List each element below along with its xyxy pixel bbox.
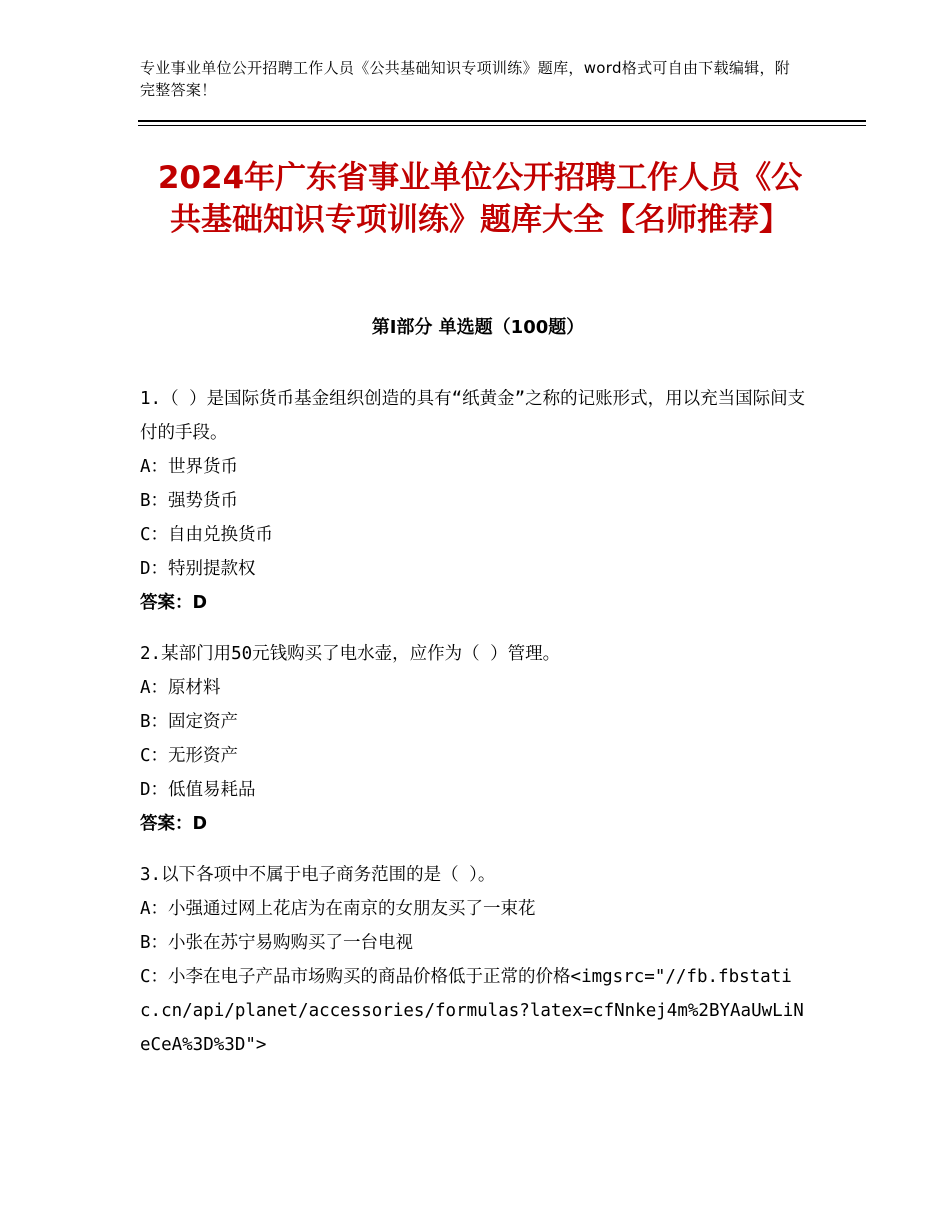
answer: 答案：D [140,593,208,613]
question-2 [140,637,810,841]
option-a: A：原材料 [140,678,221,698]
question-3 [140,858,810,1062]
question-stem: 2.某部门用50元钱购买了电水壶，应作为（ ）管理。 [140,644,561,664]
question-stem: 3.以下各项中不属于电子商务范围的是（ ）。 [140,865,496,885]
header-divider-thin [138,125,866,126]
option-c: C：无形资产 [140,746,239,766]
option-c: C：小李在电子产品市场购买的商品价格低于正常的价格<imgsrc="//fb.fbstatic.cn/api/planet/accessories/formulas?latex=cfNnkej4m%2BYAaUwLiNeCeA%3D%3D"> [140,967,804,1055]
option-b: B：固定资产 [140,712,239,732]
question-1 [140,382,810,620]
header-divider-thick [138,120,866,122]
question-stem: 1.（ ）是国际货币基金组织创造的具有“纸黄金”之称的记账形式，用以充当国际间支付的手段。 [140,389,806,443]
section-title: 第Ⅰ部分 单选题（100题） [371,317,585,338]
option-a: A：小强通过网上花店为在南京的女朋友买了一束花 [140,899,536,919]
option-d: D：低值易耗品 [140,780,256,800]
header-note: 专业事业单位公开招聘工作人员《公共基础知识专项训练》题库，word格式可自由下载编辑，附完整答案！ [140,59,791,99]
option-b: B：小张在苏宁易购购买了一台电视 [140,933,414,953]
question-list [140,382,810,1079]
option-c: C：自由兑换货币 [140,525,274,545]
option-d: D：特别提款权 [140,559,256,579]
answer: 答案：D [140,814,208,834]
option-b: B：强势货币 [140,491,239,511]
option-a: A：世界货币 [140,457,239,477]
document-title: 2024年广东省事业单位公开招聘工作人员《公共基础知识专项训练》题库大全【名师推荐】 [157,160,803,238]
